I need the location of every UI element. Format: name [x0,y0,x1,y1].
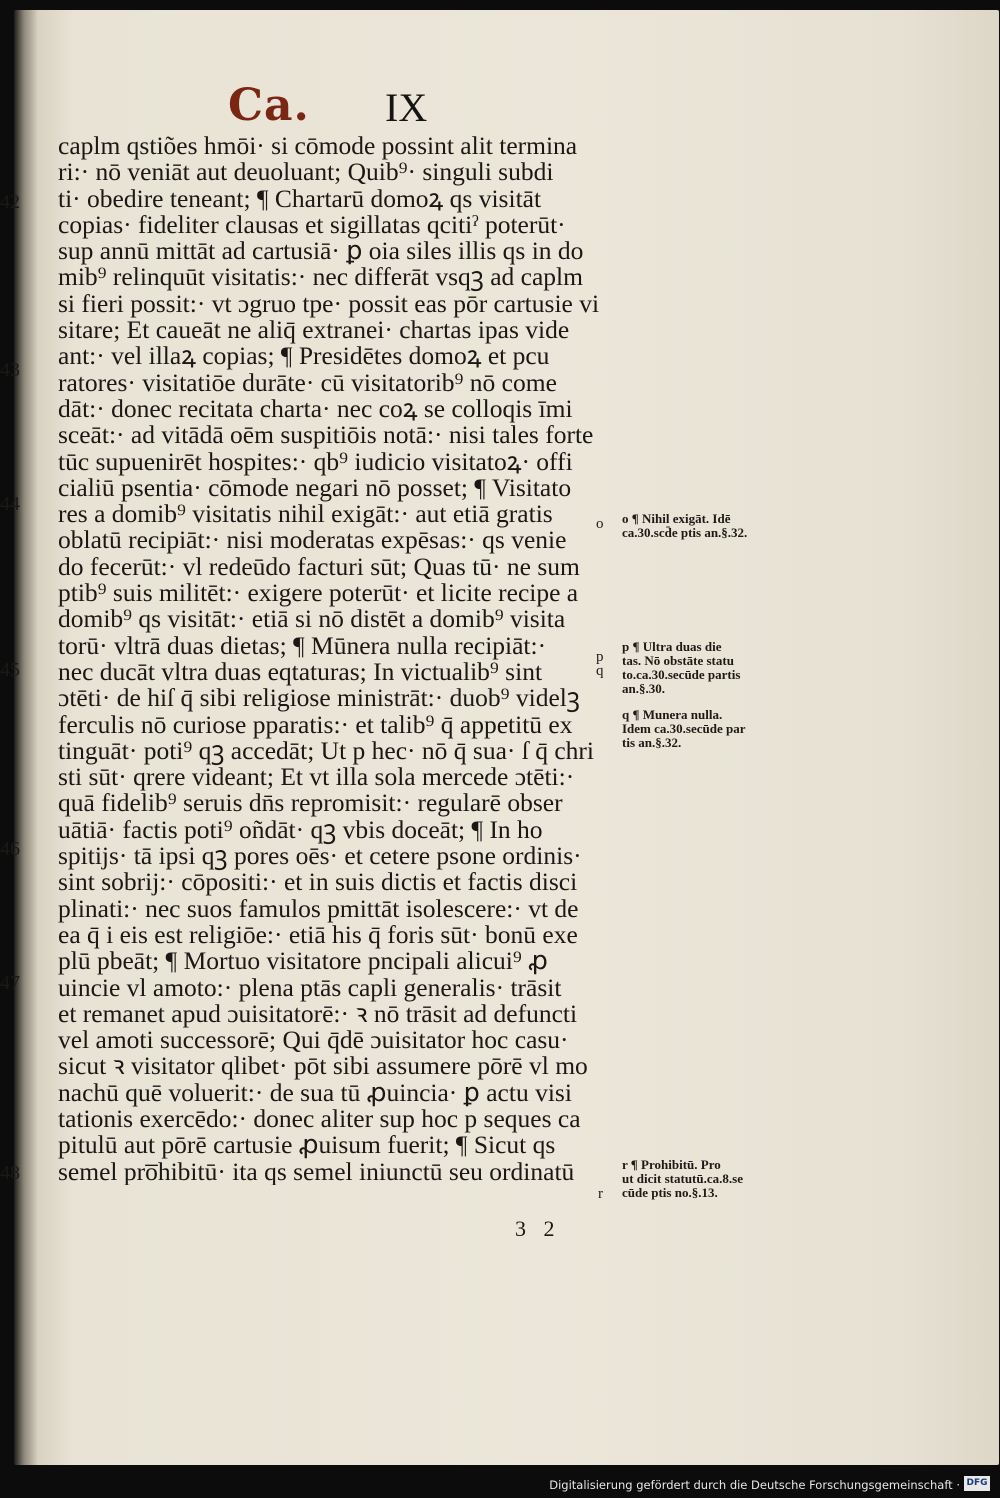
text-line: domib⁹ qs visitāt:· etiā si nō distēt a domib⁹ visita [58,604,566,634]
margin-mark: o [596,516,604,532]
text-line: ea q̄ i eis est religiōe:· etiā his q̄ foris sūt· bonū exe [58,919,578,949]
text-line: ratores· visitatiōe durāte· cū visitatorib⁹ nō come [58,367,557,397]
text-line: dāt:· donec recitata charta· nec coꝝ se colloqis īmi [58,393,573,423]
text-line: torū· vltrā duas dietas; ¶ Mūnera nulla recipiāt:· [58,630,547,660]
text-line: ferculis nō curiose pparatis:· et talib⁹ q̄ appetitū ex [58,709,573,739]
text-line: caplm qstiões hmōi· si cōmode possint alit termina [58,133,578,160]
text-line: si fieri possit:· vt ɔgruo tpe· possit eas pōr cartusie vi [58,288,600,318]
funding-notice: Digitalisierung gefördert durch die Deutsche Forschungsgemeinschaft · [549,1478,960,1492]
text-line: nachū quē voluerit:· de sua tū ꝓuincia· ꝑ actu visi [58,1077,572,1107]
text-line: quā fidelib⁹ seruis dn̄s repromisit:· regularē obser [58,788,563,818]
text-line: tūc supuenirēt hospites:· qb⁹ iudicio visitatoꝝ· offi [58,446,573,476]
paragraph-number: 46 [0,838,20,860]
text-line: res a domib⁹ visitatis nihil exigāt:· aut etiā gratis [58,499,553,529]
text-line: cialiū psentia· cōmode negari nō posset; ¶ Visitato [58,472,572,502]
text-line: vel amoti successorē; Qui q̄dē ɔuisitator hoc casu· [58,1025,569,1055]
text-line: sitare; Et caueāt ne aliq̄ extranei· chartas ipas vide [58,315,570,345]
text-line: ptib⁹ suis militēt:· exigere poterūt· et licite recipe a [58,578,579,608]
main-text-block [58,133,603,1185]
text-line: uincie vl amoto:· plena ptās capli generalis· trāsit [58,972,562,1002]
text-line: sicut ꝛ visitator qlibet· pōt sibi assumere pōrē vl mo [58,1051,588,1081]
marginal-note-o: o ¶ Nihil exigāt. Idē ca.30.scd̄e ptis an.§.32. [622,512,748,540]
text-line: ti· obedire teneant; ¶ Chartarū domoꝝ qs visitāt [58,183,542,213]
text-line: sceāt:· ad vitādā oēm suspitiōis notā:· nisi tales forte [58,420,594,450]
text-line: sti sūt· qrere videant; Et vt illa sola mercede ɔtēti:· [58,762,575,792]
marginal-note-p: p ¶ Ultra duas die tas. Nō obstāte statu to.ca.30.secūde partis an.§.30. [622,640,741,696]
marginal-note-r: r ¶ Prohibitū. Pro ut dicit statutū.ca.8.se cūde ptis no.§.13. [622,1158,743,1200]
paragraph-number: 43 [0,359,20,381]
margin-mark: r [598,1186,603,1202]
margin-mark: p [596,649,604,665]
text-line: semel pro̅hibitū· ita qs semel iniunctū seu ordinatū [58,1156,575,1185]
marginal-note-q: q ¶ Munera nulla. Idem ca.30.secūde par tis an.§.32. [622,708,746,750]
text-line: et remanet apud ɔuisitatorē:· ꝛ nō trāsit ad defuncti [58,998,578,1028]
signature-mark: 3 2 [515,1216,561,1241]
text-line: pitulū aut pōrē cartusie ꝓuisum fuerit; ¶ Sicut qs [58,1130,556,1160]
paragraph-number: 42 [0,191,20,213]
text-line: nec ducāt vltra duas eqtaturas; In victualib⁹ sint [58,656,543,686]
margin-mark: q [596,663,604,679]
text-line: ɔtēti· de hiſ q̄ sibi religiose ministrāt:· duob⁹ videlꝫ [58,683,580,713]
paragraph-number: 44 [0,493,20,515]
chapter-number: IX [385,85,428,130]
text-line: copias· fideliter clausas et sigillatas qcitiˀ poterūt· [58,209,566,239]
paragraph-number: 45 [0,659,20,681]
dfg-logo-icon: DFG [964,1476,990,1491]
text-line: uātiā· factis poti⁹ oñdāt· qꝫ vbis doceāt; ¶ In ho [58,814,543,844]
chapter-heading: Ca. [228,80,310,131]
text-line: ri:· nō veniāt aut deuoluant; Quib⁹· singuli subdi [58,157,554,187]
text-line: sint sobrij:· cōpositi:· et in suis dictis et factis disci [58,867,578,897]
text-line: spitijs· tā ipsi qꝫ pores oēs· et cetere psone ordinis· [58,841,582,871]
text-line: plū pbeāt; ¶ Mortuo visitatore pncipali alicui⁹ ꝓ [58,946,548,976]
paragraph-number: 48 [0,1162,20,1184]
paragraph-number: 47 [0,972,20,994]
text-line: tationis exercēdo:· donec aliter sup hoc p seques ca [58,1103,581,1133]
text-line: plinati:· nec suos famulos pmittāt isolescere:· vt de [58,893,579,923]
text-line: sup annū mittāt ad cartusiā· ꝑ oia siles illis qs in do [58,236,584,266]
text-line: mib⁹ relinquūt visitatis:· nec differāt vsqꝫ ad caplm [58,262,583,292]
text-line: do fecerūt:· vl redeūdo facturi sūt; Quas tū· ne sum [58,551,580,581]
text-line: ant:· vel illaꝝ copias; ¶ Presidētes domoꝝ et pcu [58,341,550,371]
text-line: tinguāt· poti⁹ qꝫ accedāt; Ut p hec· nō q̄ sua· ſ q̄ chri [58,735,595,765]
text-line: oblatū recipiāt:· nisi moderatas expēsas:· qs venie [58,525,567,555]
